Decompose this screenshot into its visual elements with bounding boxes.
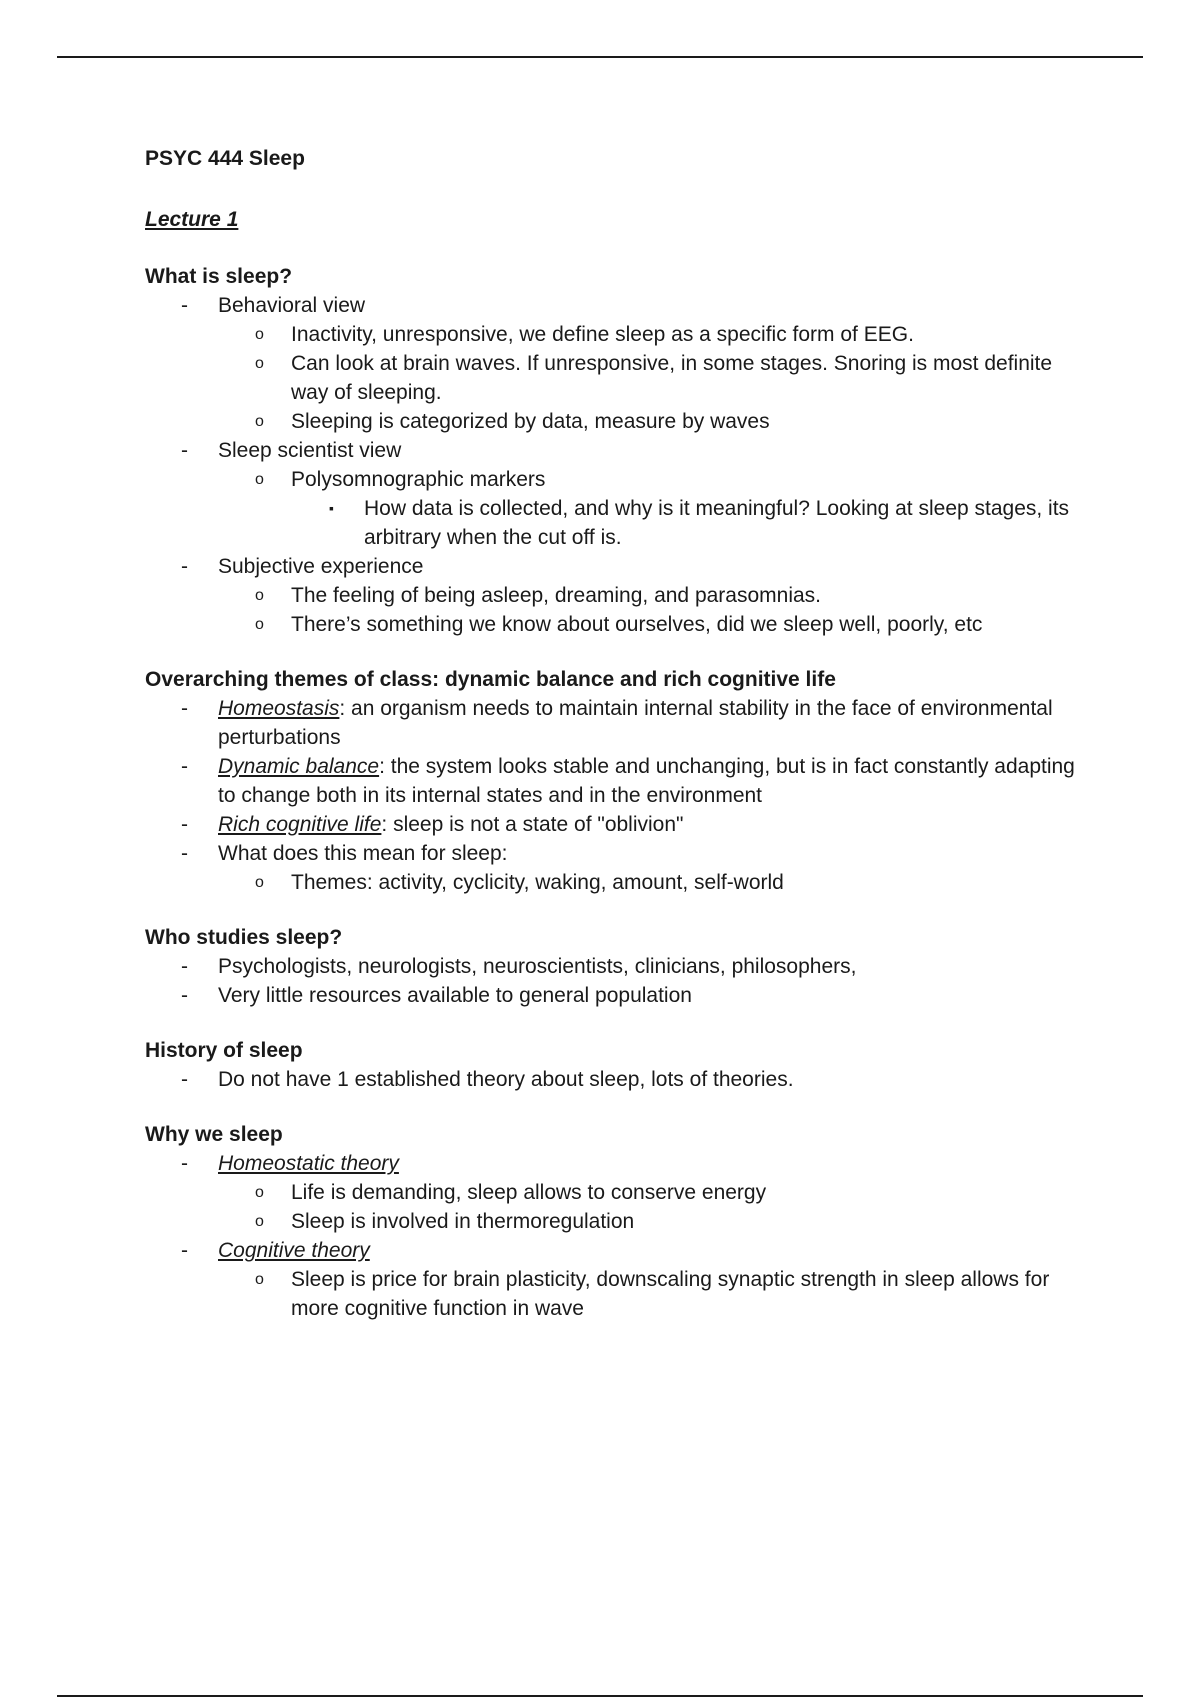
sub-list <box>218 581 1095 639</box>
sub-list-item <box>145 1207 1095 1236</box>
list-item <box>145 752 1095 810</box>
circle-marker: o <box>255 1271 264 1288</box>
section-what-is-sleep <box>145 262 1095 639</box>
list-item <box>145 436 1095 552</box>
term-homeostatic-theory: Homeostatic theory <box>218 1152 399 1175</box>
list-item-text: Psychologists, neurologists, neuroscientists, clinicians, philosophers, <box>218 955 857 978</box>
dash-marker: - <box>181 1152 188 1175</box>
sub-item-text: Sleeping is categorized by data, measure by waves <box>291 410 770 433</box>
list-item <box>145 1236 1095 1323</box>
sub-list-item <box>145 320 1095 349</box>
lecture-heading: Lecture 1 <box>145 208 239 231</box>
dash-marker: - <box>181 1239 188 1262</box>
list-item <box>145 981 1095 1010</box>
document-body <box>145 144 1095 1323</box>
sub-list-item <box>145 868 1095 897</box>
sub-list-item <box>145 1265 1095 1323</box>
dash-marker: - <box>181 697 188 720</box>
list-item <box>145 810 1095 839</box>
section-history <box>145 1036 1095 1094</box>
list-item <box>145 839 1095 897</box>
list-item <box>145 552 1095 639</box>
list-item-text: What does this mean for sleep: <box>218 842 508 865</box>
sub-list-item <box>145 349 1095 407</box>
sub-item-text: Themes: activity, cyclicity, waking, amount, self-world <box>291 871 784 894</box>
dash-marker: - <box>181 555 188 578</box>
sub-list <box>218 1265 1095 1323</box>
sub-item-text: Polysomnographic markers <box>291 468 546 491</box>
circle-marker: o <box>255 355 264 372</box>
list-item <box>145 291 1095 436</box>
sub-sub-list-item <box>145 494 1095 552</box>
sub-list <box>218 868 1095 897</box>
list-item-text: Sleep scientist view <box>218 439 402 462</box>
sub-item-text: Can look at brain waves. If unresponsive, in some stages. Snoring is most definite way of sleeping. <box>291 352 1053 404</box>
bullet-list <box>145 952 1095 1010</box>
sub-list-item <box>145 610 1095 639</box>
list-item-text: Subjective experience <box>218 555 424 578</box>
section-themes <box>145 665 1095 897</box>
bullet-list <box>145 1065 1095 1094</box>
dash-marker: - <box>181 813 188 836</box>
dash-marker: - <box>181 955 188 978</box>
circle-marker: o <box>255 874 264 891</box>
dash-marker: - <box>181 294 188 317</box>
sub-item-text: Inactivity, unresponsive, we define sleep as a specific form of EEG. <box>291 323 914 346</box>
sub-sub-item-text: How data is collected, and why is it meaningful? Looking at sleep stages, its arbitrary when the cut off is. <box>364 497 1070 549</box>
sub-item-text: Sleep is involved in thermoregulation <box>291 1210 635 1233</box>
term-cognitive-theory: Cognitive theory <box>218 1239 370 1262</box>
section-why-sleep <box>145 1120 1095 1323</box>
term-homeostasis: Homeostasis <box>218 697 340 720</box>
section-heading: Who studies sleep? <box>145 926 343 949</box>
document-title: PSYC 444 Sleep <box>145 147 305 170</box>
circle-marker: o <box>255 1213 264 1230</box>
list-item-text: Very little resources available to general population <box>218 984 692 1007</box>
section-heading: What is sleep? <box>145 265 293 288</box>
sub-list <box>218 1178 1095 1236</box>
sub-list <box>218 465 1095 552</box>
dash-marker: - <box>181 439 188 462</box>
sub-item-text: Life is demanding, sleep allows to conserve energy <box>291 1181 767 1204</box>
term-definition: : sleep is not a state of "oblivion" <box>381 813 684 836</box>
list-item-text: Behavioral view <box>218 294 366 317</box>
footer-rule <box>57 1695 1143 1697</box>
square-marker: ▪ <box>329 500 334 516</box>
list-item <box>145 1149 1095 1236</box>
header-rule <box>57 56 1143 58</box>
circle-marker: o <box>255 471 264 488</box>
term-definition: : an organism needs to maintain internal stability in the face of environmental perturbations <box>218 697 1053 749</box>
section-heading: Why we sleep <box>145 1123 283 1146</box>
bullet-list <box>145 291 1095 639</box>
list-item <box>145 952 1095 981</box>
sub-item-text: The feeling of being asleep, dreaming, and parasomnias. <box>291 584 822 607</box>
section-heading: History of sleep <box>145 1039 303 1062</box>
circle-marker: o <box>255 413 264 430</box>
sub-item-text: There’s something we know about ourselves, did we sleep well, poorly, etc <box>291 613 983 636</box>
dash-marker: - <box>181 984 188 1007</box>
circle-marker: o <box>255 326 264 343</box>
bullet-list <box>145 1149 1095 1323</box>
dash-marker: - <box>181 1068 188 1091</box>
circle-marker: o <box>255 1184 264 1201</box>
sub-list-item <box>145 581 1095 610</box>
section-heading: Overarching themes of class: dynamic balance and rich cognitive life <box>145 668 836 691</box>
sub-sub-list <box>291 494 1095 552</box>
term-rich-cognitive-life: Rich cognitive life <box>218 813 382 836</box>
circle-marker: o <box>255 616 264 633</box>
term-definition: : the system looks stable and unchanging, but is in fact constantly adapting to change both in its internal states and in the environment <box>218 755 1075 807</box>
dash-marker: - <box>181 755 188 778</box>
circle-marker: o <box>255 587 264 604</box>
sub-item-text: Sleep is price for brain plasticity, downscaling synaptic strength in sleep allows for more cognitive function in wave <box>291 1268 1050 1320</box>
term-dynamic-balance: Dynamic balance <box>218 755 380 778</box>
bullet-list <box>145 694 1095 897</box>
sub-list-item <box>145 465 1095 552</box>
sub-list-item <box>145 1178 1095 1207</box>
section-who-studies <box>145 923 1095 1010</box>
sub-list-item <box>145 407 1095 436</box>
dash-marker: - <box>181 842 188 865</box>
list-item <box>145 1065 1095 1094</box>
list-item-text: Do not have 1 established theory about sleep, lots of theories. <box>218 1068 794 1091</box>
list-item <box>145 694 1095 752</box>
sub-list <box>218 320 1095 436</box>
